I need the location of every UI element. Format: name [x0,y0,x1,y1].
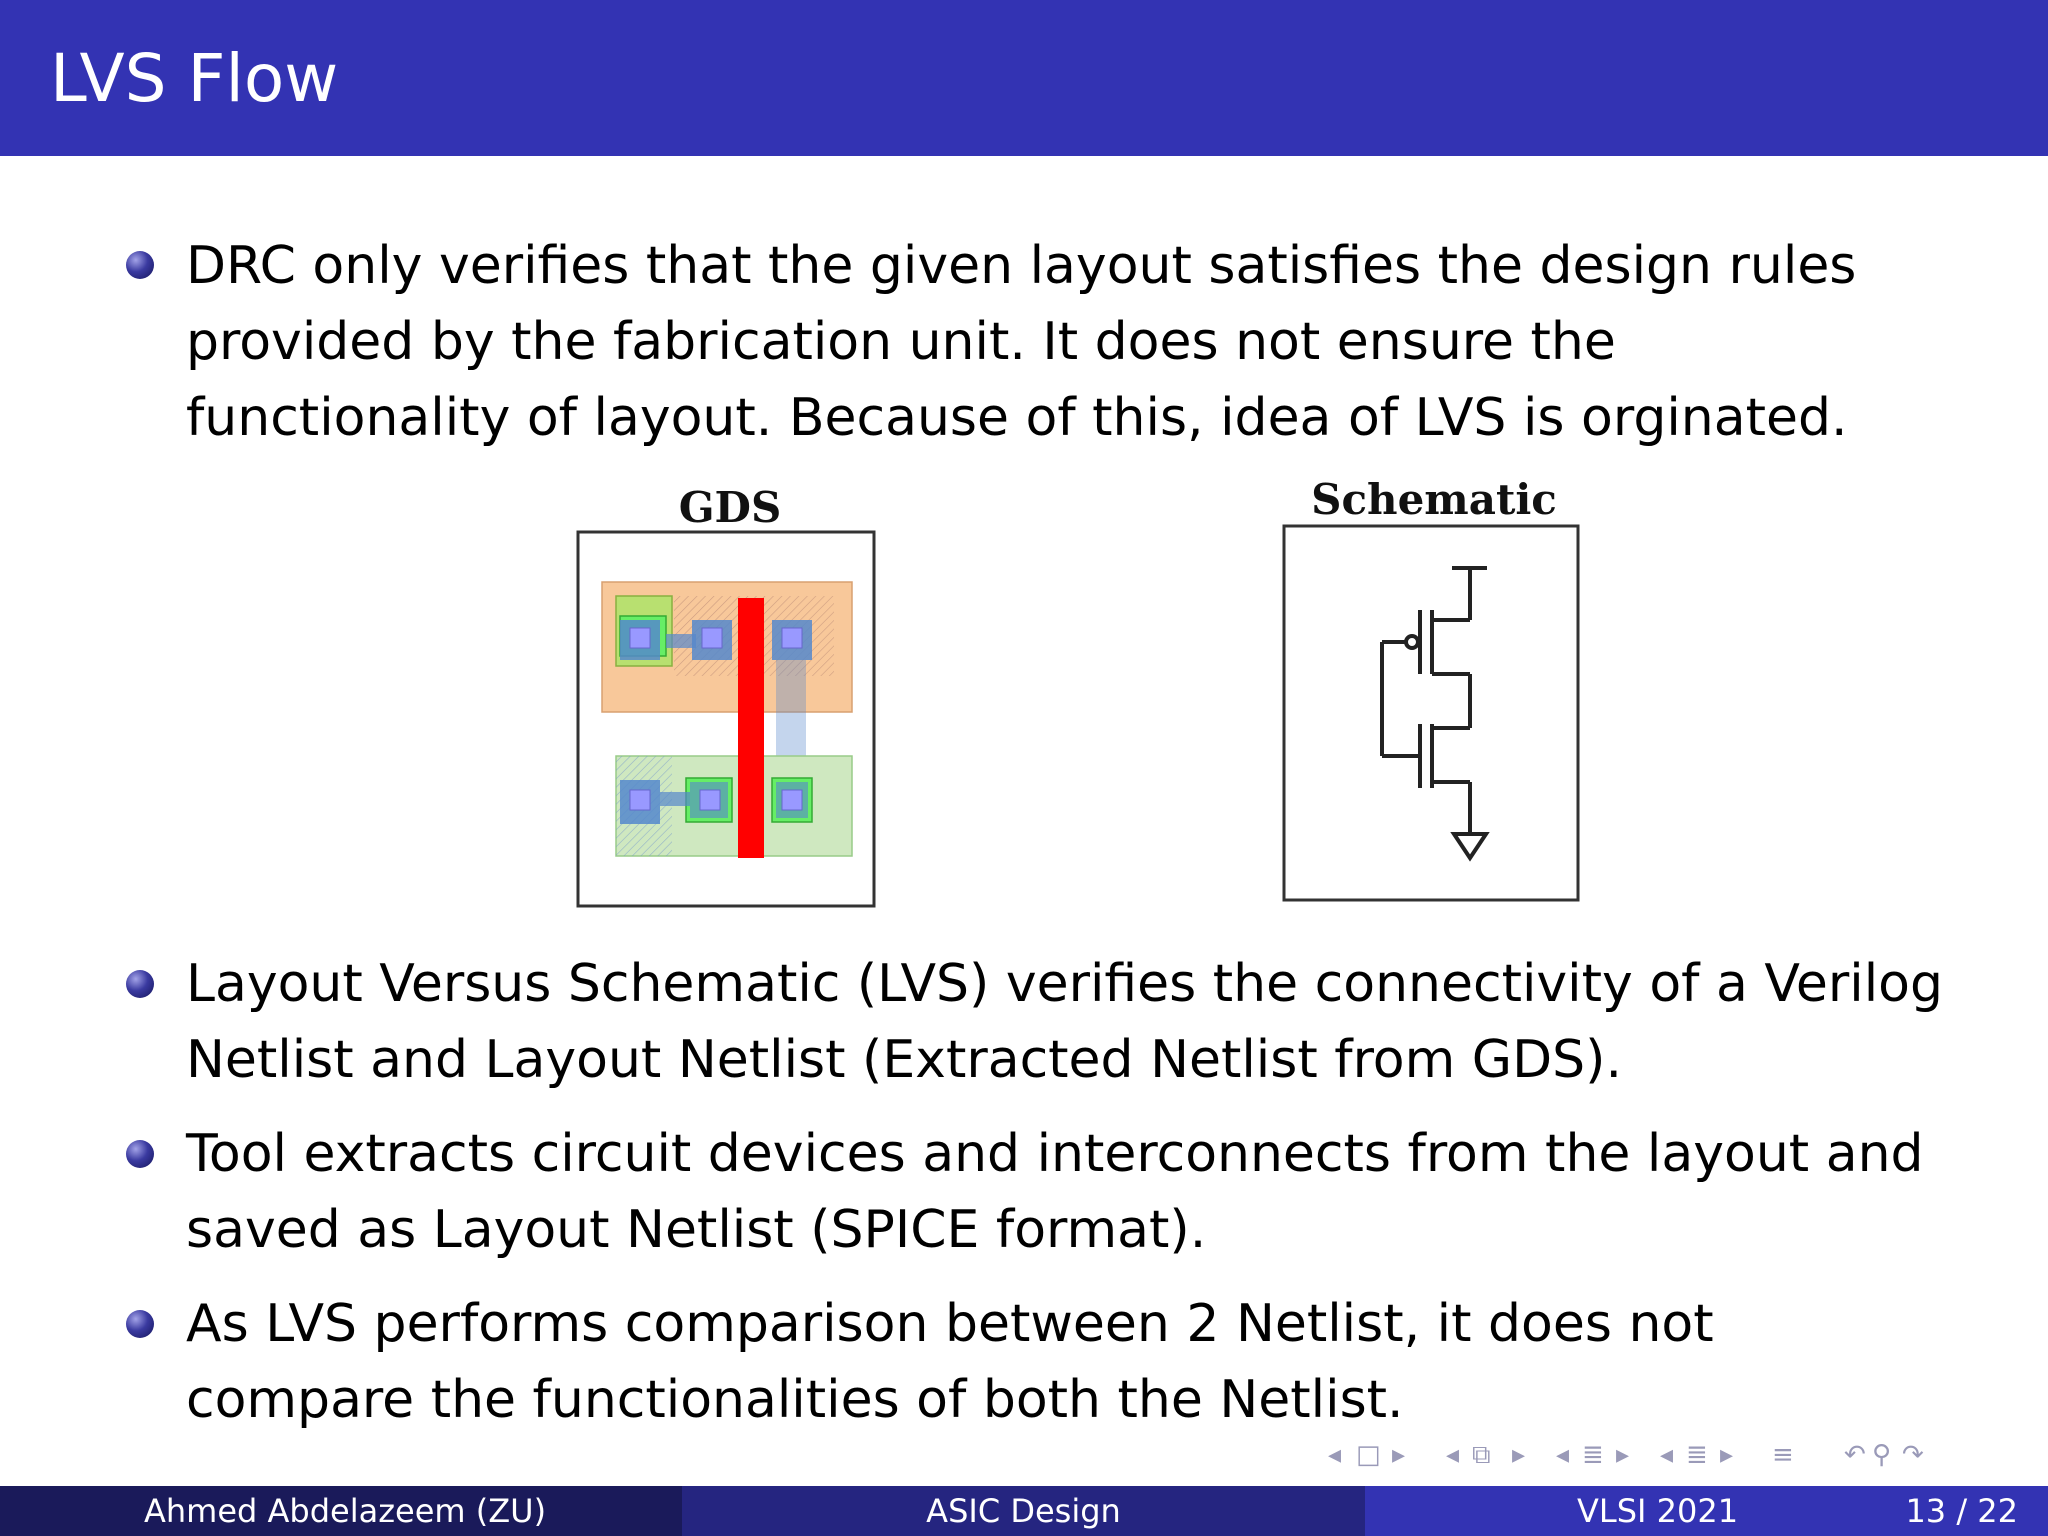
gds-layout-figure [576,530,880,910]
slide-title: LVS Flow [50,40,339,117]
footer-author-segment [0,1486,682,1536]
nav-next-document-icon[interactable]: ▸ [1720,1440,1734,1470]
nav-section-icon[interactable]: ≣ [1582,1440,1604,1470]
nav-back-icon[interactable]: ↶ [1844,1440,1866,1470]
nav-prev-frame-icon[interactable]: ◂ [1328,1440,1342,1470]
nav-next-subsection-icon[interactable]: ▸ [1512,1440,1526,1470]
footer-info-segment [1365,1486,2048,1536]
schematic-figure [1282,524,1582,906]
nav-search-icon[interactable]: ⚲ [1872,1440,1892,1470]
nav-prev-section-icon[interactable]: ◂ [1556,1440,1570,1470]
nav-toc-icon[interactable]: ≡ [1772,1440,1794,1470]
nav-next-frame-icon[interactable]: ▸ [1392,1440,1406,1470]
footer-event: VLSI 2021 [1577,1492,1739,1530]
bullet-text: Layout Versus Schematic (LVS) verifies the connectivity of a Verilog Netlist and Layout Netlist (Extracted Netlist from GDS). [186,954,1943,1090]
footer-course: ASIC Design [926,1492,1121,1530]
footer-author: Ahmed Abdelazeem (ZU) [144,1492,547,1530]
nav-prev-subsection-icon[interactable]: ◂ [1446,1440,1460,1470]
bullet-marker [126,1140,154,1168]
nav-prev-document-icon[interactable]: ◂ [1660,1440,1674,1470]
bullet-text: DRC only verifies that the given layout satisfies the design rules provided by the fabrication unit. It does not ensure the functionality of layout. Because of this, idea of LVS is orginated. [186,236,1857,448]
bullet-text: Tool extracts circuit devices and interconnects from the layout and saved as Layout Netlist (SPICE format). [186,1124,1924,1260]
slide-footer [0,1486,2048,1536]
bullet-marker [126,251,154,279]
beamer-navigation-bar [1320,1440,2040,1476]
nav-next-section-icon[interactable]: ▸ [1616,1440,1630,1470]
bullet-marker [126,1310,154,1338]
nav-document-icon[interactable]: ≣ [1686,1440,1708,1470]
bullet-marker [126,970,154,998]
bullet-text: As LVS performs comparison between 2 Netlist, it does not compare the functionalities of both the Netlist. [186,1294,1714,1430]
nav-frame-icon[interactable]: □ [1356,1440,1381,1470]
schematic-figure-title: Schematic [1311,475,1557,524]
nav-subsection-icon[interactable]: ⧉ [1472,1440,1491,1470]
footer-page-number: 13 / 22 [1905,1492,2018,1530]
gds-figure-title: GDS [678,483,782,532]
footer-course-segment [682,1486,1365,1536]
nav-forward-icon[interactable]: ↷ [1902,1440,1924,1470]
poly-gate [738,598,764,858]
